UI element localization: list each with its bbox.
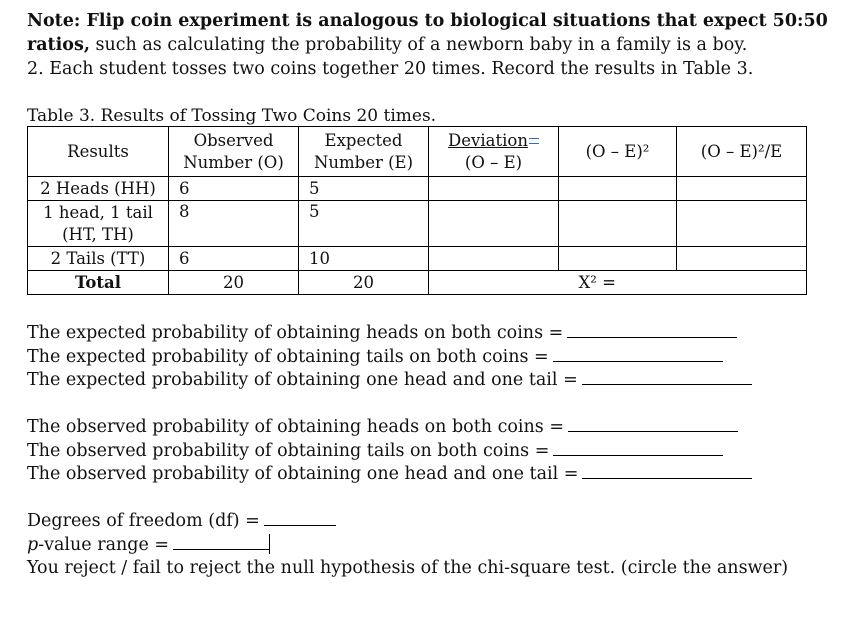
row-observed: 8 — [169, 201, 299, 247]
header-expected-1: Expected — [324, 130, 403, 150]
header-expected-2: Number (E) — [313, 152, 414, 172]
chi-square-total — [559, 271, 807, 295]
expected-prob-tt — [27, 346, 723, 368]
p-value-label: -value range = — [38, 535, 170, 555]
expected-prob-ht — [27, 369, 752, 391]
equals-mark-icon — [529, 138, 539, 144]
header-chi-term: (O – E)²/E — [677, 127, 807, 177]
answer-blank[interactable] — [568, 417, 738, 432]
df-blank[interactable] — [264, 511, 336, 526]
total-label: Total — [28, 271, 169, 295]
total-blank — [429, 271, 559, 295]
observed-prob-ht-text: The observed probability of obtaining one head and one tail = — [27, 464, 579, 484]
row-chi-cell[interactable] — [677, 177, 807, 201]
expected-prob-hh-text: The expected probability of obtaining heads on both coins = — [27, 323, 564, 343]
row-chi-cell[interactable] — [677, 247, 807, 271]
answer-blank[interactable] — [582, 464, 752, 479]
expected-prob-hh — [27, 322, 737, 344]
p-italic: p — [27, 535, 39, 555]
row-label: 2 Heads (HH) — [28, 177, 169, 201]
row-squared-cell[interactable] — [559, 247, 677, 271]
row-label — [28, 201, 169, 247]
row-squared-cell[interactable] — [559, 177, 677, 201]
note-line-2 — [27, 34, 747, 56]
text-cursor-icon — [269, 534, 270, 554]
table-header-row — [28, 127, 807, 177]
chi-square-label: X² = — [578, 272, 616, 292]
note-rest: such as calculating the probability of a newborn baby in a family is a boy. — [89, 35, 748, 55]
observed-prob-tt-text: The observed probability of obtaining tails on both coins = — [27, 441, 550, 461]
row-expected: 5 — [299, 201, 429, 247]
header-results: Results — [28, 127, 169, 177]
total-observed: 20 — [169, 271, 299, 295]
observed-prob-tt — [27, 440, 723, 462]
observed-prob-hh-text: The observed probability of obtaining heads on both coins = — [27, 417, 564, 437]
row-chi-cell[interactable] — [677, 201, 807, 247]
table-total-row — [28, 271, 807, 295]
row-label-2: (HT, TH) — [62, 224, 134, 244]
answer-blank[interactable] — [553, 441, 723, 456]
table-caption: Table 3. Results of Tossing Two Coins 20 times. — [27, 106, 437, 126]
note-line-1: Note: Flip coin experiment is analogous to biological situations that expect 50:50 — [27, 11, 828, 31]
header-expected — [299, 127, 429, 177]
header-deviation — [429, 127, 559, 177]
observed-prob-hh — [27, 416, 738, 438]
header-observed — [169, 127, 299, 177]
degrees-of-freedom — [27, 510, 336, 532]
row-deviation-cell[interactable] — [429, 201, 559, 247]
row-deviation-cell[interactable] — [429, 177, 559, 201]
total-expected: 20 — [299, 271, 429, 295]
header-deviation-2: (O – E) — [464, 152, 523, 172]
instruction-line: 2. Each student tosses two coins together 20 times. Record the results in Table 3. — [27, 59, 754, 79]
expected-prob-tt-text: The expected probability of obtaining tails on both coins = — [27, 347, 549, 367]
row-observed: 6 — [169, 177, 299, 201]
row-expected: 5 — [299, 177, 429, 201]
row-observed: 6 — [169, 247, 299, 271]
p-value-blank[interactable] — [173, 535, 269, 550]
row-label: 2 Tails (TT) — [28, 247, 169, 271]
row-deviation-cell[interactable] — [429, 247, 559, 271]
p-value-range — [27, 534, 270, 556]
observed-prob-ht — [27, 463, 752, 485]
table-row — [28, 177, 807, 201]
answer-blank[interactable] — [567, 323, 737, 338]
table-row — [28, 247, 807, 271]
answer-blank[interactable] — [582, 370, 752, 385]
table-row — [28, 201, 807, 247]
expected-prob-ht-text: The expected probability of obtaining one head and one tail = — [27, 370, 578, 390]
header-squared: (O – E)² — [559, 127, 677, 177]
row-expected: 10 — [299, 247, 429, 271]
header-deviation-1: Deviation — [448, 130, 528, 150]
conclusion-line: You reject / fail to reject the null hypothesis of the chi-square test. (circle the answer) — [27, 558, 789, 578]
results-table — [27, 126, 807, 295]
note-bold-ratios: ratios, — [27, 35, 90, 55]
answer-blank[interactable] — [553, 347, 723, 362]
header-observed-1: Observed — [193, 130, 274, 150]
df-label: Degrees of freedom (df) = — [27, 511, 260, 531]
row-label-1: 1 head, 1 tail — [43, 202, 153, 222]
header-observed-2: Number (O) — [183, 152, 284, 172]
row-squared-cell[interactable] — [559, 201, 677, 247]
